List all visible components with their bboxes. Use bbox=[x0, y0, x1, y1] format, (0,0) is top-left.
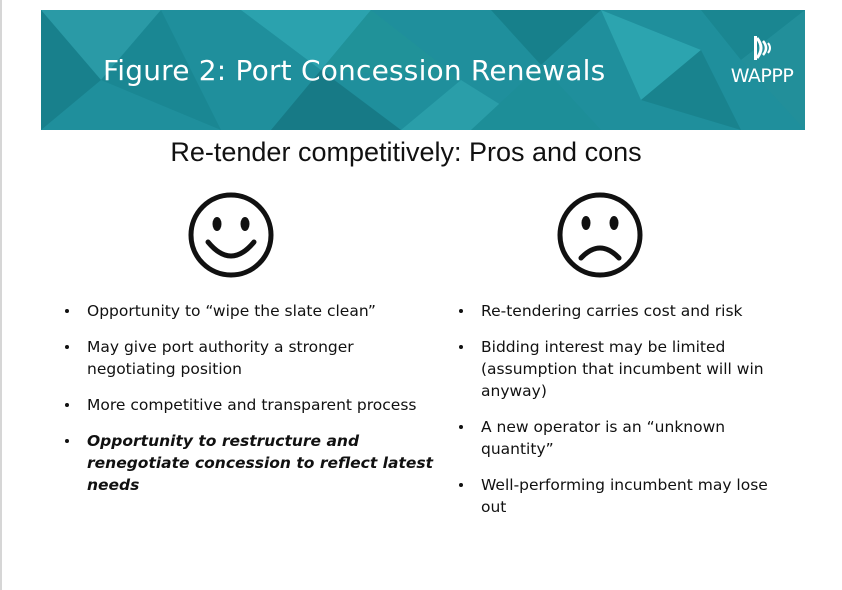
title-banner bbox=[41, 10, 805, 130]
smiley-face-icon bbox=[186, 190, 276, 280]
cons-list bbox=[456, 300, 796, 532]
frowning-face-icon bbox=[555, 190, 645, 280]
con-item: Well-performing incumbent may lose out bbox=[456, 474, 796, 518]
pro-item: May give port authority a stronger negotiating position bbox=[62, 336, 442, 380]
slide-subtitle: Re-tender competitively: Pros and cons bbox=[170, 137, 642, 167]
pro-item: Opportunity to restructure and renegotiate concession to reflect latest needs bbox=[62, 430, 442, 496]
wappp-logo bbox=[729, 32, 799, 102]
con-item: Bidding interest may be limited (assumption that incumbent will win anyway) bbox=[456, 336, 796, 402]
logo-text: WAPPP bbox=[730, 65, 794, 87]
pro-item: More competitive and transparent process bbox=[62, 394, 442, 416]
pros-list bbox=[62, 300, 442, 510]
pro-item: Opportunity to “wipe the slate clean” bbox=[62, 300, 442, 322]
con-item: Re-tendering carries cost and risk bbox=[456, 300, 796, 322]
page-edge bbox=[0, 0, 2, 590]
con-item: A new operator is an “unknown quantity” bbox=[456, 416, 796, 460]
page-title: Figure 2: Port Concession Renewals bbox=[103, 54, 606, 87]
broadcast-icon bbox=[729, 32, 799, 64]
